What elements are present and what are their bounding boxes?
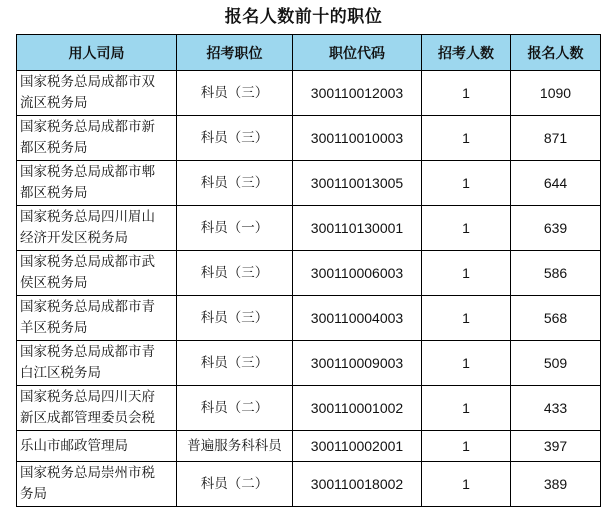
cell-applicants: 433 — [511, 386, 601, 431]
table-title: 报名人数前十的职位 — [224, 7, 383, 27]
header-applicants: 报名人数 — [511, 35, 601, 71]
cell-applicants: 586 — [511, 251, 601, 296]
cell-applicants: 509 — [511, 341, 601, 386]
cell-employer: 国家税务总局崇州市税 务局 — [17, 462, 177, 507]
header-position-code: 职位代码 — [293, 35, 422, 71]
cell-quota: 1 — [422, 116, 511, 161]
cell-position: 科员（三） — [177, 116, 293, 161]
cell-applicants: 389 — [511, 462, 601, 507]
cell-quota: 1 — [422, 71, 511, 116]
header-employer: 用人司局 — [17, 35, 177, 71]
cell-quota: 1 — [422, 462, 511, 507]
cell-position-code: 300110004003 — [293, 296, 422, 341]
cell-position-code: 300110006003 — [293, 251, 422, 296]
table-row — [17, 431, 601, 462]
cell-employer: 国家税务总局成都市武 侯区税务局 — [17, 251, 177, 296]
cell-position: 科员（三） — [177, 251, 293, 296]
cell-position-code: 300110130001 — [293, 206, 422, 251]
table-row — [17, 296, 601, 341]
cell-quota: 1 — [422, 431, 511, 462]
cell-applicants: 1090 — [511, 71, 601, 116]
cell-quota: 1 — [422, 296, 511, 341]
cell-quota: 1 — [422, 251, 511, 296]
cell-employer: 国家税务总局四川天府 新区成都管理委员会税 — [17, 386, 177, 431]
top-ten-positions-table — [16, 34, 601, 507]
header-quota: 招考人数 — [422, 35, 511, 71]
cell-employer: 国家税务总局成都市双 流区税务局 — [17, 71, 177, 116]
table-row — [17, 71, 601, 116]
cell-quota: 1 — [422, 161, 511, 206]
cell-position-code: 300110012003 — [293, 71, 422, 116]
cell-position-code: 300110018002 — [293, 462, 422, 507]
cell-position: 科员（三） — [177, 71, 293, 116]
cell-employer: 国家税务总局成都市新 都区税务局 — [17, 116, 177, 161]
cell-applicants: 644 — [511, 161, 601, 206]
cell-position: 科员（一） — [177, 206, 293, 251]
cell-position-code: 300110013005 — [293, 161, 422, 206]
cell-position: 科员（三） — [177, 296, 293, 341]
cell-position: 科员（二） — [177, 462, 293, 507]
table-row — [17, 251, 601, 296]
cell-applicants: 871 — [511, 116, 601, 161]
header-position: 招考职位 — [177, 35, 293, 71]
cell-position: 科员（三） — [177, 161, 293, 206]
cell-position-code: 300110010003 — [293, 116, 422, 161]
table-row — [17, 116, 601, 161]
cell-employer: 国家税务总局成都市青 白江区税务局 — [17, 341, 177, 386]
cell-position-code: 300110002001 — [293, 431, 422, 462]
table-row — [17, 386, 601, 431]
cell-quota: 1 — [422, 341, 511, 386]
cell-position-code: 300110009003 — [293, 341, 422, 386]
cell-position: 科员（二） — [177, 386, 293, 431]
cell-applicants: 568 — [511, 296, 601, 341]
cell-quota: 1 — [422, 206, 511, 251]
table-row — [17, 161, 601, 206]
table-header-row — [17, 35, 601, 71]
cell-applicants: 639 — [511, 206, 601, 251]
cell-quota: 1 — [422, 386, 511, 431]
cell-position: 科员（三） — [177, 341, 293, 386]
cell-employer: 乐山市邮政管理局 — [17, 431, 177, 462]
cell-position: 普遍服务科科员 — [177, 431, 293, 462]
cell-position-code: 300110001002 — [293, 386, 422, 431]
table-row — [17, 206, 601, 251]
cell-employer: 国家税务总局成都市郫 都区税务局 — [17, 161, 177, 206]
cell-employer: 国家税务总局成都市青 羊区税务局 — [17, 296, 177, 341]
table-row — [17, 341, 601, 386]
cell-applicants: 397 — [511, 431, 601, 462]
table-row — [17, 462, 601, 507]
cell-employer: 国家税务总局四川眉山 经济开发区税务局 — [17, 206, 177, 251]
